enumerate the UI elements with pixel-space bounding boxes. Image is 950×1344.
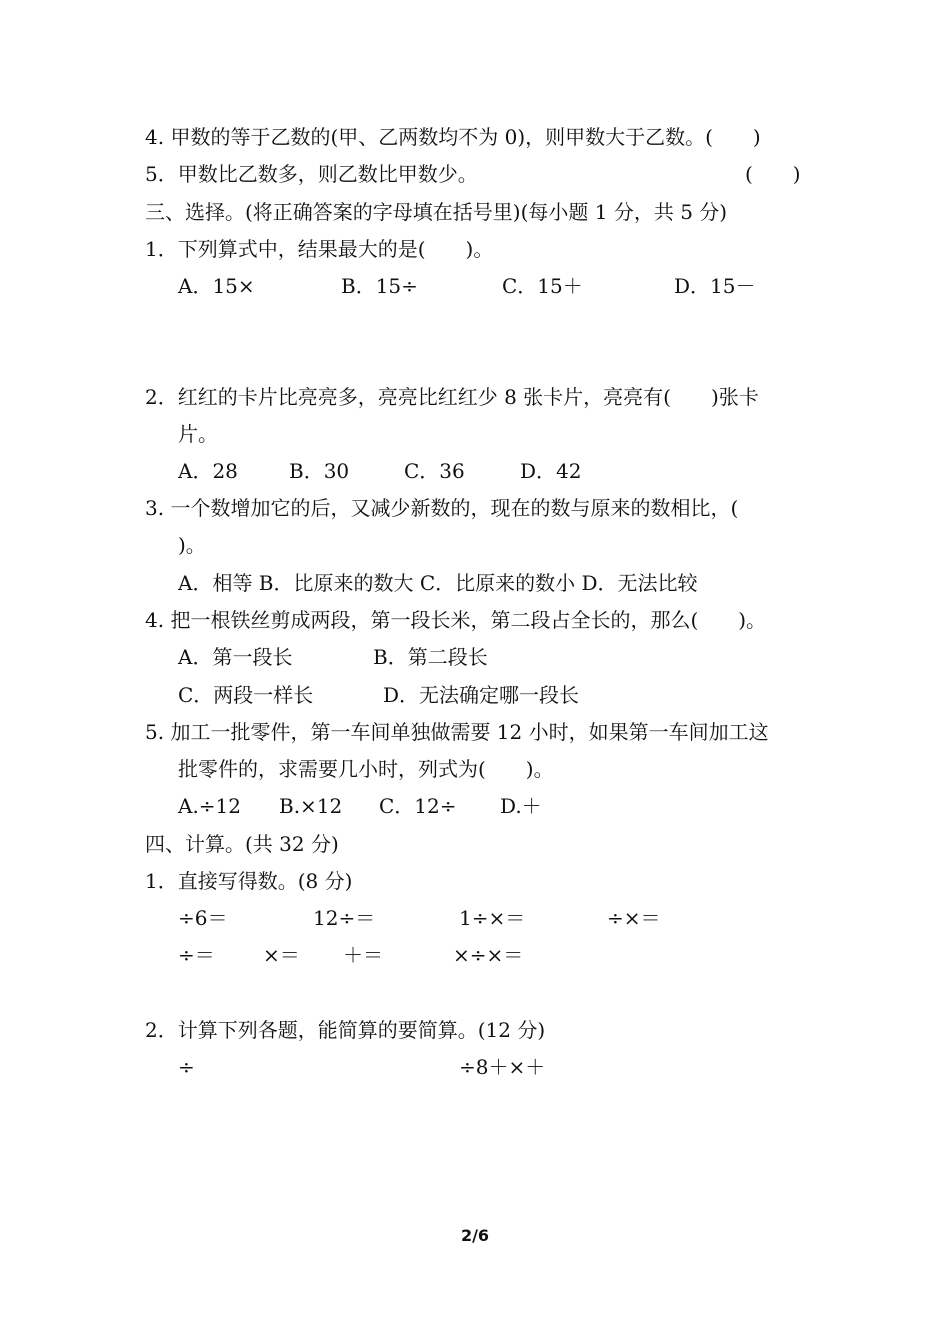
calc-q1-row1-item3: 1÷×＝ xyxy=(459,906,526,930)
choice-q4-option-b: B．第二段长 xyxy=(373,645,488,669)
calc-q2-stem: 2．计算下列各题，能简算的要简算。(12 分) xyxy=(145,1018,546,1042)
choice-q3-stem-line2: )。 xyxy=(178,533,206,557)
choice-q5-stem-line1: 5. 加工一批零件，第一车间单独做需要 12 小时，如果第一车间加工这 xyxy=(145,720,769,744)
choice-q5-option-a: A.÷12 xyxy=(178,794,242,818)
choice-q5-option-d: D.＋ xyxy=(500,794,542,818)
choice-q3-stem-line1: 3. 一个数增加它的后，又减少新数的，现在的数与原来的数相比，( xyxy=(145,496,739,520)
calc-q1-row1-item2: 12÷＝ xyxy=(313,906,376,930)
choice-q1-stem: 1．下列算式中，结果最大的是( )。 xyxy=(145,237,494,261)
section4-heading: 四、计算。(共 32 分) xyxy=(145,832,339,856)
calc-q2-item1: ÷ xyxy=(178,1055,195,1079)
choice-q2-stem-line2: 片。 xyxy=(178,422,218,446)
calc-q1-stem: 1．直接写得数。(8 分) xyxy=(145,869,353,893)
section3-heading: 三、选择。(将正确答案的字母填在括号里)(每小题 1 分，共 5 分) xyxy=(145,200,728,224)
choice-q1-option-b: B．15÷ xyxy=(341,274,418,298)
page-number: 2/6 xyxy=(460,1226,490,1245)
choice-q2-stem-line1: 2．红红的卡片比亮亮多，亮亮比红红少 8 张卡片，亮亮有( )张卡 xyxy=(145,385,759,409)
choice-q2-option-d: D．42 xyxy=(520,459,582,483)
calc-q1-row2-item4: ×÷×＝ xyxy=(453,943,524,967)
choice-q4-option-a: A．第一段长 xyxy=(178,645,293,669)
choice-q4-option-d: D．无法确定哪一段长 xyxy=(383,683,580,707)
choice-q1-option-a: A．15× xyxy=(178,274,255,298)
choice-q3-options: A．相等 B．比原来的数大 C．比原来的数小 D．无法比较 xyxy=(178,571,698,595)
choice-q5-option-c: C．12÷ xyxy=(379,794,457,818)
calc-q1-row2-item3: ＋＝ xyxy=(343,943,383,967)
judge-q5-answer-paren: ( ) xyxy=(745,162,801,186)
calc-q1-row2-item1: ÷＝ xyxy=(178,943,215,967)
choice-q5-option-b: B.×12 xyxy=(279,794,343,818)
choice-q1-option-c: C．15＋ xyxy=(502,274,583,298)
choice-q4-option-c: C．两段一样长 xyxy=(178,683,314,707)
choice-q5-stem-line2: 批零件的，求需要几小时，列式为( )。 xyxy=(178,757,554,781)
choice-q1-option-d: D．15－ xyxy=(674,274,756,298)
calc-q2-item2: ÷8＋×＋ xyxy=(459,1055,546,1079)
judge-q4: 4. 甲数的等于乙数的(甲、乙两数均不为 0)，则甲数大于乙数。( ) xyxy=(145,125,761,149)
choice-q2-option-b: B．30 xyxy=(289,459,350,483)
judge-q5: 5．甲数比乙数多，则乙数比甲数少。 xyxy=(145,162,478,186)
calc-q1-row1-item1: ÷6＝ xyxy=(178,906,228,930)
choice-q4-stem: 4. 把一根铁丝剪成两段，第一段长米，第二段占全长的，那么( )。 xyxy=(145,608,767,632)
choice-q2-option-a: A．28 xyxy=(178,459,238,483)
calc-q1-row2-item2: ×＝ xyxy=(263,943,300,967)
choice-q2-option-c: C．36 xyxy=(404,459,465,483)
calc-q1-row1-item4: ÷×＝ xyxy=(607,906,661,930)
